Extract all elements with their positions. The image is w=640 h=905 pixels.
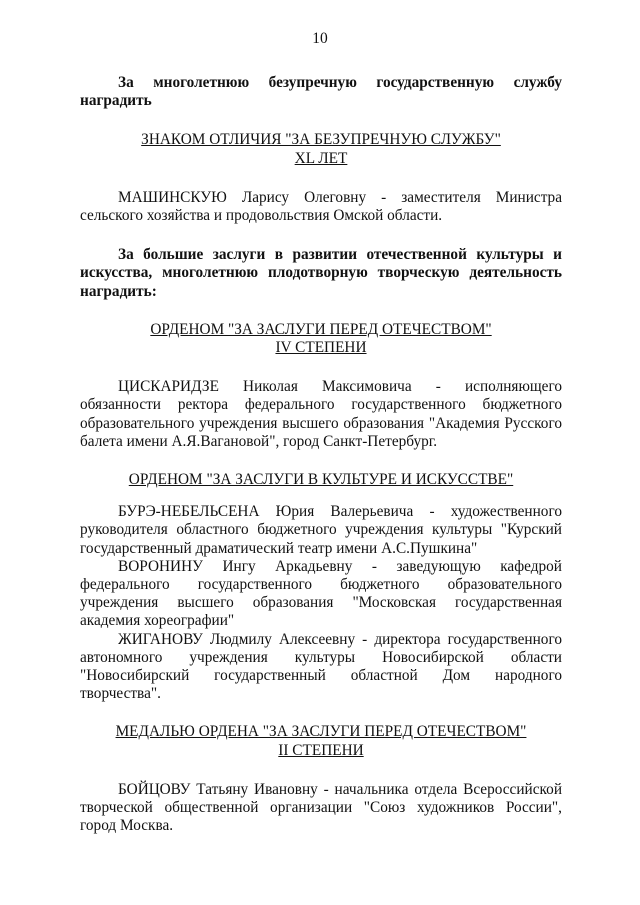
award-title-order-culture <box>80 471 562 489</box>
award-title-line: ОРДЕНОМ "ЗА ЗАСЛУГИ ПЕРЕД ОТЕЧЕСТВОМ" <box>150 320 492 338</box>
award-title-line: ОРДЕНОМ "ЗА ЗАСЛУГИ В КУЛЬТУРЕ И ИСКУССТВЕ" <box>128 471 514 489</box>
award-reason-civil-service: За многолетнюю безупречную государственную службу наградить <box>80 74 562 110</box>
award-reason-culture: За большие заслуги в развитии отечественной культуры и искусства, многолетнюю плодотворную творческую деятельность наградить: <box>80 246 562 300</box>
decree-body <box>80 74 562 836</box>
page-number: 10 <box>312 30 328 47</box>
award-title-order-merit <box>80 321 562 357</box>
award-title-line: II СТЕПЕНИ <box>278 741 364 759</box>
awardee-entry: БОЙЦОВУ Татьяну Ивановну - начальника отдела Всероссийской творческой общественной организации "Союз художников России", город Москва. <box>80 780 562 835</box>
award-title-medal <box>80 723 562 759</box>
award-title-line: МЕДАЛЬЮ ОРДЕНА "ЗА ЗАСЛУГИ ПЕРЕД ОТЕЧЕСТВОМ" <box>115 723 527 741</box>
awardee-entry: ЦИСКАРИДЗЕ Николая Максимовича - исполняющего обязанности ректора федерального государственного бюджетного образовательного учреждения высшего образования "Академия Русского балета имени А.Я.Вагановой", город Санкт-Петербург. <box>80 378 562 450</box>
awardee-entry: МАШИНСКУЮ Ларису Олеговну - заместителя Министра сельского хозяйства и продовольствия Омской области. <box>80 188 562 225</box>
awardee-entry: ВОРОНИНУ Ингу Аркадьевну - заведующую кафедрой федерального государственного бюджетного образовательного учреждения высшего образования "Московская государственная академия хореографии" <box>80 557 562 630</box>
award-title-line: IV СТЕПЕНИ <box>275 339 367 357</box>
awardee-entry: БУРЭ-НЕБЕЛЬСЕНА Юрия Валерьевича - художественного руководителя областного бюджетного учреждения культуры "Курский государственный драматический театр имени А.С.Пушкина" <box>80 503 562 557</box>
award-title-badge <box>80 131 562 167</box>
awardee-entry: ЖИГАНОВУ Людмилу Алексеевну - директора государственного автономного учреждения культуры Новосибирской области "Новосибирский государственный областной Дом народного творчества". <box>80 630 562 703</box>
award-title-line: ЗНАКОМ ОТЛИЧИЯ "ЗА БЕЗУПРЕЧНУЮ СЛУЖБУ" <box>141 131 501 149</box>
award-title-line: XL ЛЕТ <box>294 149 348 167</box>
